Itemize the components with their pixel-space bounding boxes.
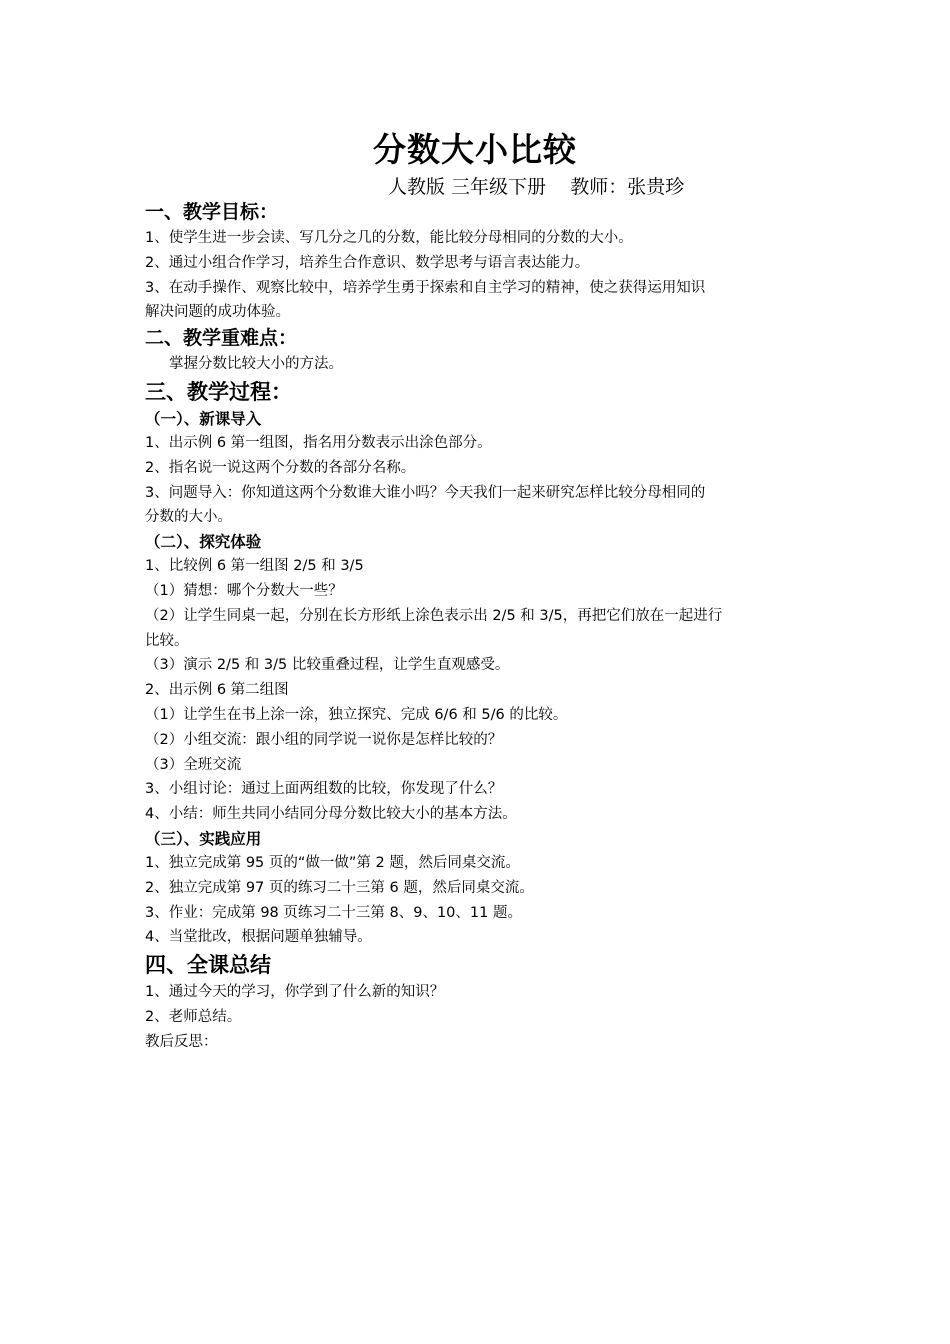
section-heading-keypoints: 二、教学重难点： <box>145 327 298 350</box>
explore-item: （2）让学生同桌一起，分别在长方形纸上涂色表示出 2/5 和 3/5，再把它们放在一起进行 <box>145 607 723 624</box>
explore-item: 1、比较例 6 第一组图 2/5 和 3/5 <box>145 558 364 575</box>
goal-item: 2、通过小组合作学习，培养生合作意识、数学思考与语言表达能力。 <box>145 254 590 271</box>
explore-item: 4、小结：师生共同小结同分母分数比较大小的基本方法。 <box>145 806 517 823</box>
practice-item: 1、独立完成第 95 页的“做一做”第 2 题，然后同桌交流。 <box>145 854 520 871</box>
intro-item: 2、指名说一说这两个分数的各部分名称。 <box>145 459 416 476</box>
explore-item: 比较。 <box>145 632 189 649</box>
document-body <box>145 199 805 1055</box>
practice-item: 4、当堂批改，根据问题单独辅导。 <box>145 929 372 946</box>
intro-item: 分数的大小。 <box>145 509 232 526</box>
explore-item: （3）全班交流 <box>145 756 242 773</box>
section-heading-process: 三、教学过程： <box>145 379 292 404</box>
subsection-heading-intro: （一）、新课导入 <box>145 409 262 428</box>
explore-item: （1）让学生在书上涂一涂，独立探究、完成 6/6 和 5/6 的比较。 <box>145 706 568 723</box>
page-subtitle: 人教版 三年级下册 教师：张贵珍 <box>388 176 685 198</box>
explore-item: 2、出示例 6 第二组图 <box>145 682 289 699</box>
explore-item: 3、小组讨论：通过上面两组数的比较，你发现了什么？ <box>145 781 503 798</box>
intro-item: 3、问题导入：你知道这两个分数谁大谁小吗？今天我们一起来研究怎样比较分母相同的 <box>145 484 706 501</box>
goal-item: 解决问题的成功体验。 <box>145 304 290 321</box>
section-heading-summary: 四、全课总结 <box>145 953 271 978</box>
explore-item: （1）猜想：哪个分数大一些？ <box>145 582 343 599</box>
keypoint-text: 掌握分数比较大小的方法。 <box>169 356 343 373</box>
practice-item: 3、作业：完成第 98 页练习二十三第 8、9、10、11 题。 <box>145 904 522 921</box>
page-title: 分数大小比较 <box>373 130 577 169</box>
subsection-heading-explore: （二）、探究体验 <box>145 533 262 552</box>
summary-item: 1、通过今天的学习，你学到了什么新的知识？ <box>145 984 445 1001</box>
subsection-heading-practice: （三）、实践应用 <box>145 829 262 848</box>
intro-item: 1、出示例 6 第一组图，指名用分数表示出涂色部分。 <box>145 434 492 451</box>
explore-item: （3）演示 2/5 和 3/5 比较重叠过程，让学生直观感受。 <box>145 657 510 674</box>
practice-item: 2、独立完成第 97 页的练习二十三第 6 题，然后同桌交流。 <box>145 879 534 896</box>
summary-item: 2、老师总结。 <box>145 1008 242 1025</box>
goal-item: 3、在动手操作、观察比较中，培养学生勇于探索和自主学习的精神，使之获得运用知识 <box>145 279 706 296</box>
section-heading-goals: 一、教学目标： <box>145 201 279 223</box>
explore-item: （2）小组交流：跟小组的同学说一说你是怎样比较的？ <box>145 731 503 748</box>
reflection-label: 教后反思： <box>145 1033 218 1050</box>
goal-item: 1、使学生进一步会读、写几分之几的分数，能比较分母相同的分数的大小。 <box>145 230 633 246</box>
